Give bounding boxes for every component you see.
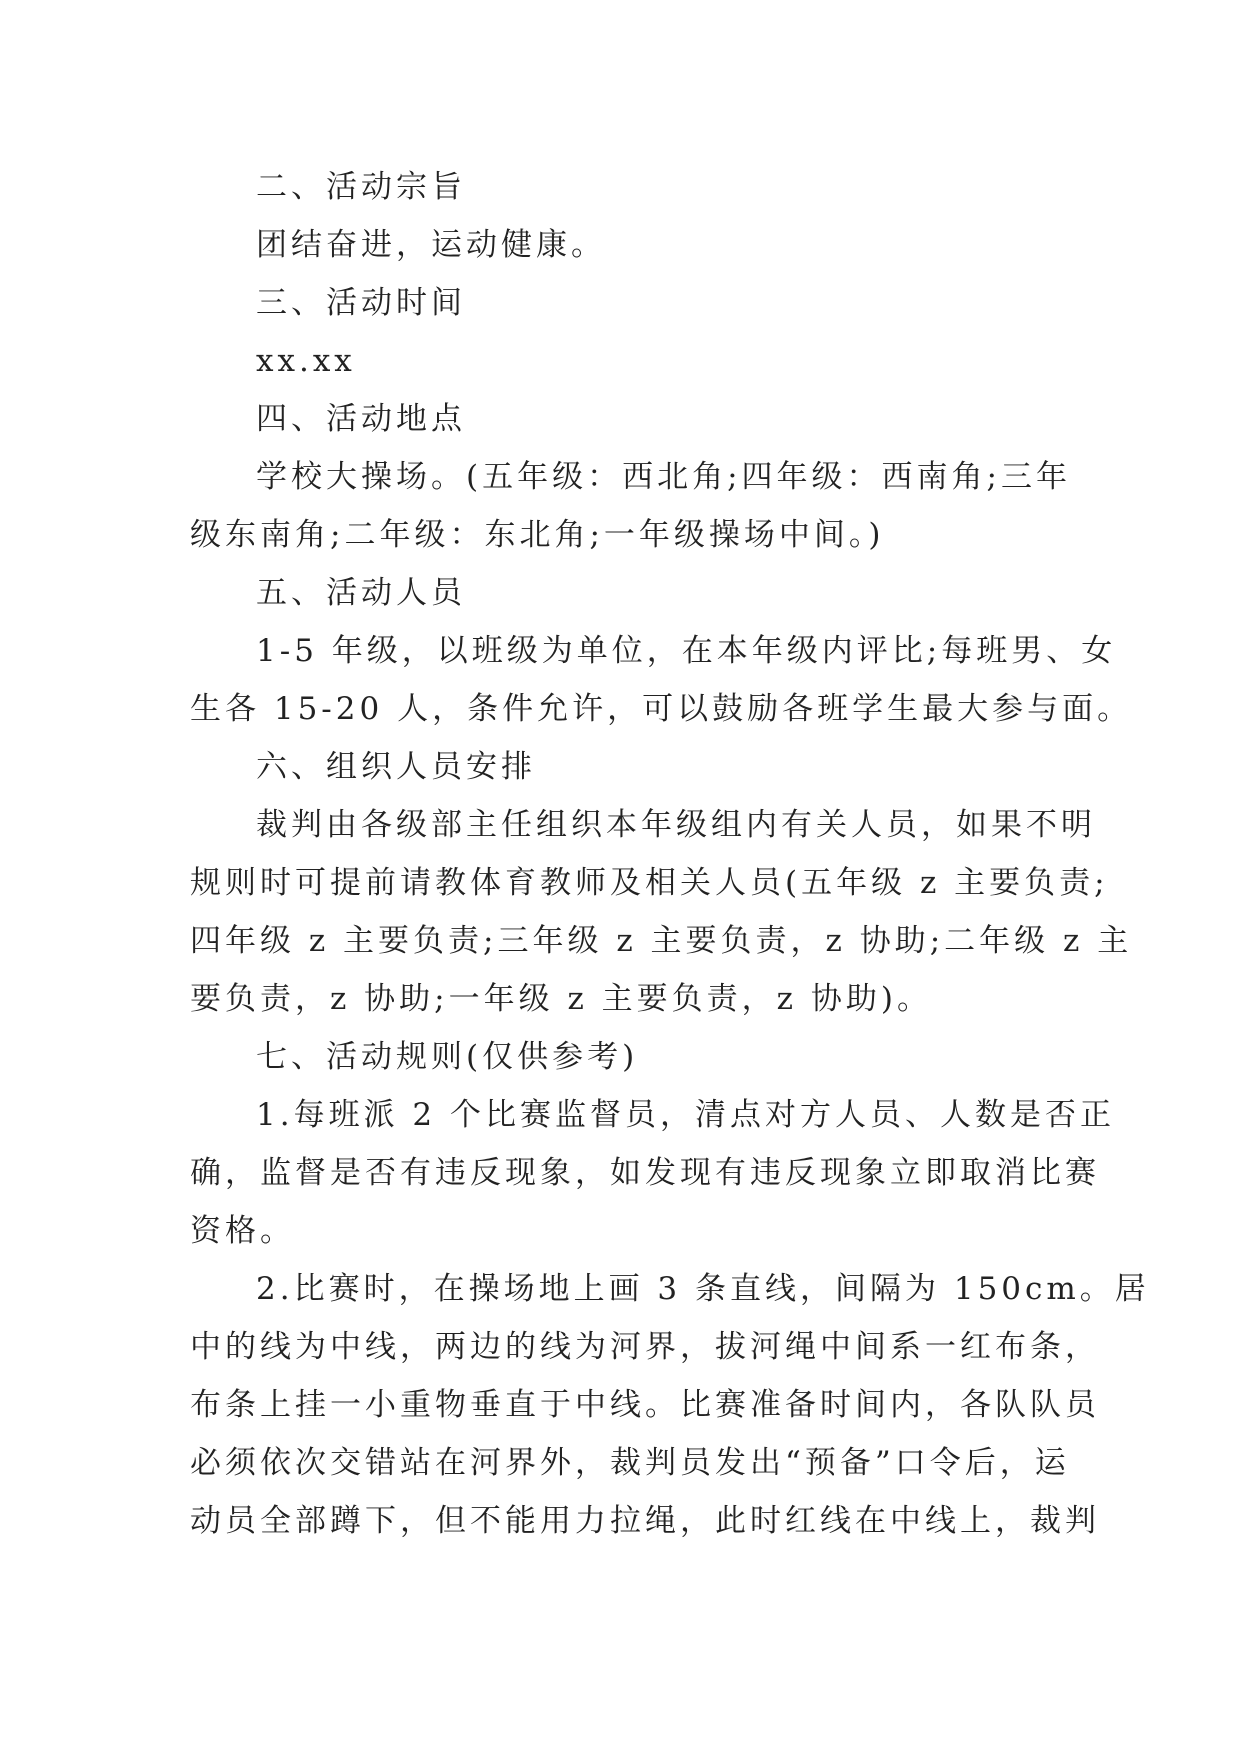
- participants-text-line-2: 生各 15-20 人，条件允许，可以鼓励各班学生最大参与面。: [190, 691, 1133, 727]
- section-heading-organizers: 六、组织人员安排: [256, 749, 536, 785]
- section-heading-participants: 五、活动人员: [256, 575, 466, 611]
- participants-text-line-1: 1-5 年级，以班级为单位，在本年级内评比;每班男、女: [256, 633, 1117, 669]
- rule-2-line-4: 必须依次交错站在河界外，裁判员发出“预备”口令后，运: [190, 1445, 1070, 1481]
- rule-2-line-5: 动员全部蹲下，但不能用力拉绳，此时红线在中线上，裁判: [190, 1503, 1100, 1539]
- time-text: xx.xx: [256, 343, 356, 379]
- rule-2-line-2: 中的线为中线，两边的线为河界，拔河绳中间系一红布条，: [190, 1329, 1100, 1365]
- section-heading-rules: 七、活动规则(仅供参考): [256, 1039, 639, 1075]
- location-text-line-2: 级东南角;二年级：东北角;一年级操场中间。): [190, 517, 885, 553]
- location-text-line-1: 学校大操场。(五年级：西北角;四年级：西南角;三年: [256, 459, 1071, 495]
- section-heading-location: 四、活动地点: [256, 401, 466, 437]
- organizers-text-line-1: 裁判由各级部主任组织本年级组内有关人员，如果不明: [256, 807, 1096, 843]
- document-page: [190, 158, 1150, 1550]
- organizers-text-line-3: 四年级 z 主要负责;三年级 z 主要负责，z 协助;二年级 z 主: [190, 923, 1133, 959]
- section-heading-time: 三、活动时间: [256, 285, 466, 321]
- rule-1-line-2: 确，监督是否有违反现象，如发现有违反现象立即取消比赛: [190, 1155, 1100, 1191]
- rule-1-line-1: 1.每班派 2 个比赛监督员，清点对方人员、人数是否正: [256, 1097, 1116, 1133]
- organizers-text-line-4: 要负责，z 协助;一年级 z 主要负责，z 协助)。: [190, 981, 932, 1017]
- rule-2-line-1: 2.比赛时，在操场地上画 3 条直线，间隔为 150cm。居: [256, 1271, 1150, 1307]
- purpose-text: 团结奋进，运动健康。: [256, 227, 606, 263]
- section-heading-purpose: 二、活动宗旨: [256, 169, 466, 205]
- organizers-text-line-2: 规则时可提前请教体育教师及相关人员(五年级 z 主要负责;: [190, 865, 1109, 901]
- rule-1-line-3: 资格。: [190, 1213, 295, 1249]
- rule-2-line-3: 布条上挂一小重物垂直于中线。比赛准备时间内，各队队员: [190, 1387, 1100, 1423]
